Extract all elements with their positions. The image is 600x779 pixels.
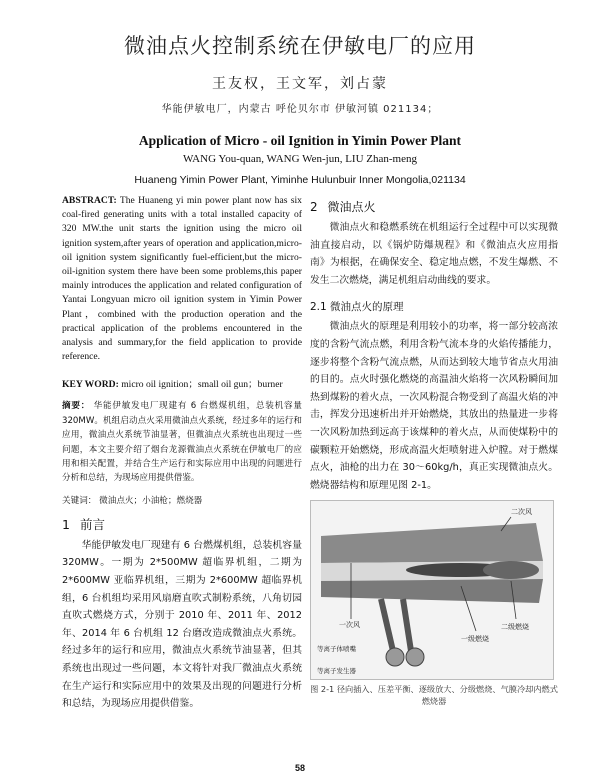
section-1-number: 1 (62, 516, 70, 532)
figure-caption: 图 2-1 径向插入、压差平衡、逐级放大、分级燃烧、气膜冷却内燃式燃烧器 (310, 684, 558, 707)
abstract-en (62, 194, 302, 364)
plasma-generator-1 (386, 648, 404, 666)
burner-figure (310, 500, 554, 680)
authors-cn: 王友权，王文军，刘占蒙 (212, 76, 388, 92)
label-secondary-air: 二次风 (511, 508, 532, 517)
keywords-cn (62, 494, 302, 506)
abstract-text: The Huaneng yi min power plant now has six coal-fired generating units with a total installed capacity of 320 MW.the unit starts the ignition using the micro oil ignition system,after years of operation and application,micro-oil ignition system significantly fuel-efficient,but the micro-oil-ignition system there have been some problems,this paper mainly introduces the application and related configuration of Yantai Longyuan micro oil ignition system in Yimin Power Plant，combined with the production operation and the practical application of the problems encountered in the analysis and summary,for the field application to provide reference. (62, 195, 302, 363)
section-2-1-number: 2.1 (310, 301, 327, 314)
section-2-1-title: 微油点火的原理 (330, 301, 404, 314)
abstract-cn-label: 摘要： (62, 401, 91, 412)
paper-title-en: Application of Micro - oil Ignition in Yimin Power Plant (138, 133, 462, 148)
label-stage2: 二级燃烧 (501, 623, 529, 632)
burner-diagram (311, 501, 553, 679)
keywords-cn-label: 关键词： (62, 495, 97, 506)
section-2-1-body: 微油点火的原理是利用较小的功率，将一部分较高浓度的含粉气流点燃，利用含粉气流本身的火焰传播能力，逐步将整个含粉气流点燃，从而达到较大地节省点火用油的目的。点火时强化燃烧的高温油火焰将一次风粉瞬间加热到煤粉的着火点，一次风粉混合物受到了高温火焰的冲击，挥发分迅速析出并开始燃烧，其放出的热量进一步将一次风粉加热到远高于该煤种的着火点，从而使煤粉中的碳颗粒开始燃烧，形成高温火炬喷射进入炉膛。对于燃煤点火，油枪的出力在 30～60kg/h，真正实现微油点火。燃烧器结构和原理见图 2-1。 (310, 321, 558, 491)
section-1-body: 华能伊敏发电厂现建有 6 台燃煤机组，总装机容量 320MW。一期为 2*500MW 超临界机组，二期为 2*600MW 亚临界机组，三期为 2*600MW 超临界机组，6 台机组均采用风扇磨直吹式制粉系统，八角切园直吹式燃烧方式，分别于 2010 年、2011 年、2012 年、2014 年 6 台机组 12 台磨改造成微油点火系统。经过多年的运行和应用，微油点火系统节油显著，但其系统也出现过一些问题，本文将针对我厂微油点火系统在生产运行和实际应用中的效果及出现的问题进行分析和总结，为现场应用提供借鉴。 (62, 539, 302, 710)
label-stage1: 一级燃烧 (461, 635, 489, 644)
right-column (310, 194, 558, 707)
label-oil-gun: 等离子发生器 (317, 667, 356, 676)
affiliation-en: Huaneng Yimin Power Plant, Yiminhe Hulunbuir Inner Mongolia,021134 (134, 174, 466, 186)
page-number: 58 (294, 763, 305, 773)
abstract-cn-text: 华能伊敏发电厂现建有 6 台燃煤机组，总装机容量 320MW。机组启动点火采用微油点火系统，经过多年的运行和应用，微油点火系统节油显著，但微油点火系统也出现过一些问题，本文主要介绍了烟台龙源微油点火系统在伊敏电厂的应用和相关配置，并结合生产运行和实际应用中出现的问题进行分析和总结，为现场应用提供借鉴。 (62, 401, 303, 484)
section-1-title: 前言 (79, 516, 105, 532)
left-column (62, 194, 302, 713)
keywords-en-label: KEY WORD: (62, 379, 119, 391)
section-2-heading (310, 198, 558, 215)
section-1-heading (62, 515, 302, 533)
abstract-label: ABSTRACT: (62, 195, 117, 206)
section-2-title: 微油点火 (327, 200, 376, 214)
affiliation-cn: 华能伊敏电厂，内蒙古 呼伦贝尔市 伊敏河镇 021134； (161, 104, 439, 115)
paper-title-cn: 微油点火控制系统在伊敏电厂的应用 (124, 34, 476, 58)
keywords-en (62, 376, 302, 390)
flame-tip (483, 561, 539, 579)
section-2-body: 微油点火和稳燃系统在机组运行全过程中可以实现微油直接启动，以《锅炉防爆规程》和《微油点火应用指南》为根据，在确保安全、稳定地点燃，不发生爆燃、不发生二次燃烧，满足机组启动曲线的要求。 (310, 222, 558, 286)
plasma-generator-2 (406, 648, 424, 666)
label-nozzle: 等离子体喷嘴 (317, 645, 356, 654)
section-2-number: 2 (310, 200, 318, 214)
authors-en: WANG You-quan, WANG Wen-jun, LIU Zhan-meng (183, 153, 417, 165)
abstract-cn (62, 399, 302, 485)
section-2-1-heading (310, 299, 558, 314)
keywords-en-text: micro oil ignition；small oil gun；burner (121, 379, 283, 391)
label-primary-air: 一次风 (339, 621, 360, 630)
keywords-cn-text: 微油点火；小油枪；燃烧器 (99, 495, 203, 506)
